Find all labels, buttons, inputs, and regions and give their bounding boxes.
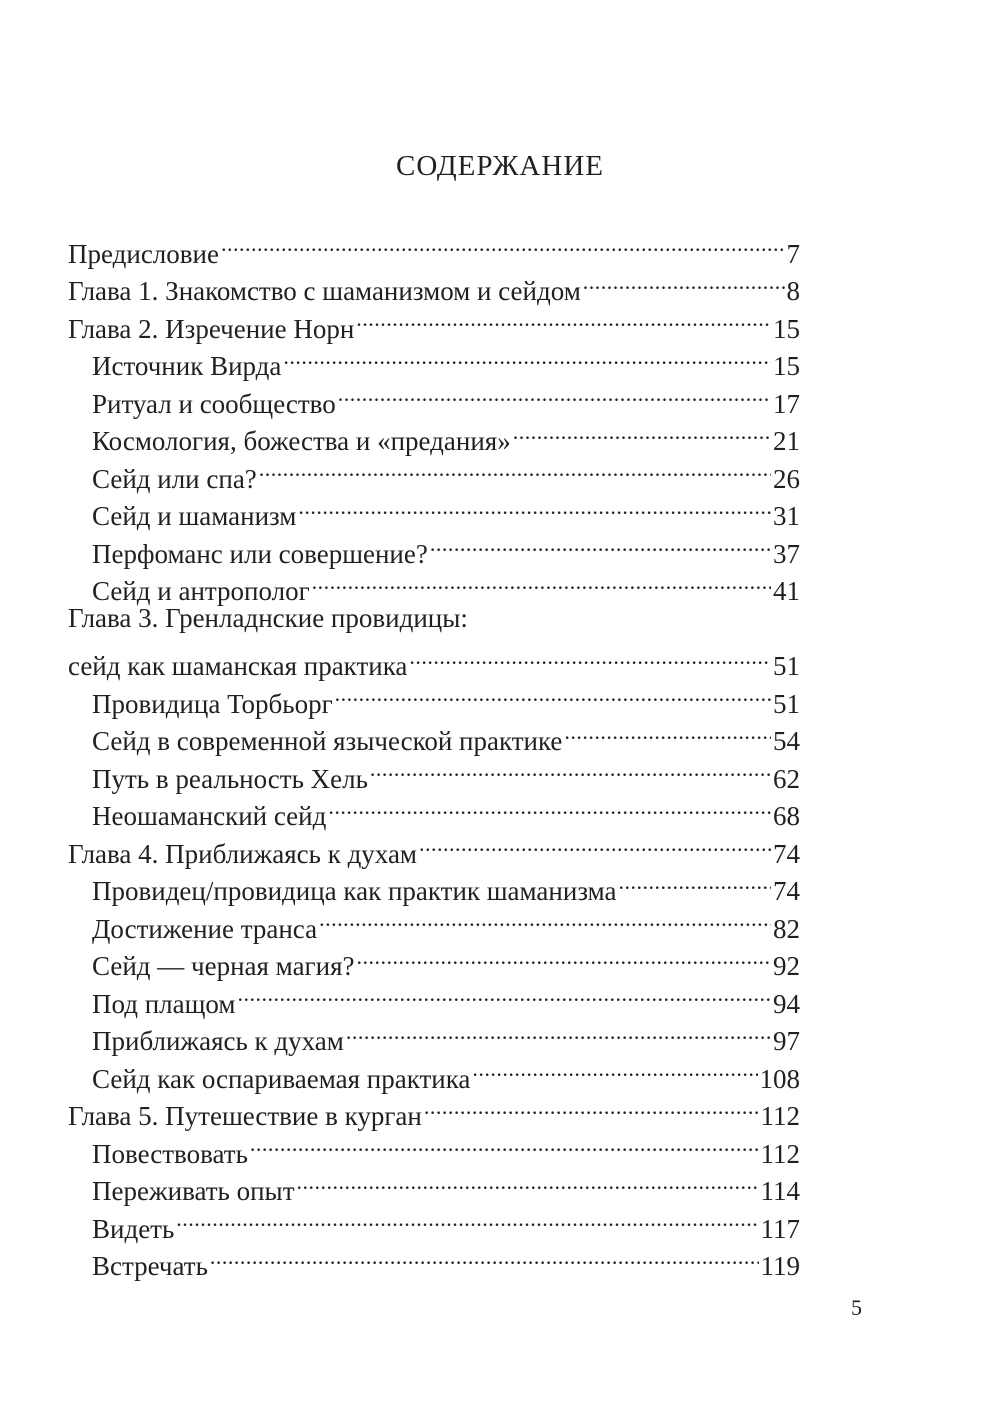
toc-entry-page: 74 — [773, 876, 800, 906]
toc-entry-title: Глава 5. Путешествие в курган — [68, 1101, 422, 1131]
toc-entry-title: Ритуал и сообщество — [92, 388, 336, 419]
page-title: СОДЕРЖАНИЕ — [396, 150, 604, 182]
toc-entry-page: 97 — [773, 1026, 800, 1056]
toc-entry-title: Провидица Торбьорг — [92, 688, 333, 719]
toc-entry-page: 74 — [773, 838, 800, 869]
toc-entry-page: 17 — [773, 388, 800, 419]
table-of-contents — [68, 225, 800, 1281]
toc-entry-title: сейд как шаманская практика — [68, 651, 408, 681]
toc-dot-leader — [259, 450, 771, 488]
toc-dot-leader — [176, 1200, 758, 1238]
toc-dot-leader — [297, 1163, 759, 1201]
toc-entry-page: 112 — [760, 1101, 800, 1131]
toc-entry-page: 31 — [773, 501, 800, 531]
toc-entry-title: Сейд или спа? — [92, 463, 257, 494]
toc-entry-title: Повествовать — [92, 1138, 248, 1169]
toc-entry-title: Космология, божества и «предания» — [92, 426, 511, 456]
toc-entry-page: 112 — [760, 1138, 800, 1169]
toc-entry-title: Достижение транса — [92, 913, 318, 944]
toc-dot-leader — [472, 1050, 757, 1088]
toc-entry-title: Встречать — [92, 1251, 208, 1281]
toc-entry-page: 51 — [773, 688, 800, 719]
toc-entry-title: Приближаясь к духам — [92, 1026, 344, 1056]
toc-dot-leader — [409, 638, 771, 676]
toc-chapter-entry — [68, 225, 800, 269]
toc-entry-page: 92 — [773, 951, 800, 981]
toc-entry-page: 21 — [773, 426, 800, 456]
toc-dot-leader — [237, 975, 771, 1013]
toc-entry-title: Провидец/провидица как практик шаманизма — [92, 876, 617, 906]
toc-entry-title: Путь в реальность Хель — [92, 763, 368, 794]
toc-dot-leader — [298, 488, 771, 526]
toc-dot-leader — [564, 713, 771, 751]
toc-entry-title: Перфоманс или совершение? — [92, 538, 428, 569]
toc-entry-title: Переживать опыт — [92, 1176, 295, 1206]
toc-dot-leader — [419, 825, 771, 863]
toc-dot-leader — [346, 1013, 771, 1051]
toc-entry-page: 94 — [773, 988, 800, 1019]
toc-entry-title: Глава 3. Гренладнские провидицы: — [68, 603, 468, 633]
toc-entry-title: Сейд в современной языческой практике — [92, 726, 563, 756]
toc-entry-page: 41 — [773, 576, 800, 606]
toc-entry-title: Неошаманский сейд — [92, 801, 327, 831]
toc-entry-page: 68 — [773, 801, 800, 831]
toc-dot-leader — [357, 938, 772, 976]
toc-entry-page: 51 — [773, 651, 800, 681]
toc-entry-page: 108 — [759, 1063, 800, 1094]
toc-dot-leader — [312, 563, 771, 601]
toc-entry-page: 15 — [773, 351, 800, 381]
toc-entry-page: 54 — [773, 726, 800, 756]
toc-dot-leader — [283, 338, 771, 376]
toc-entry-page: 114 — [760, 1176, 800, 1206]
toc-dot-leader — [221, 225, 785, 263]
toc-dot-leader — [319, 900, 771, 938]
toc-dot-leader — [356, 300, 771, 338]
toc-dot-leader — [250, 1125, 759, 1163]
toc-entry-title: Сейд и шаманизм — [92, 501, 297, 531]
toc-entry-page: 15 — [773, 313, 800, 344]
toc-entry-title: Глава 1. Знакомство с шаманизмом и сейдом — [68, 276, 581, 306]
toc-dot-leader — [335, 675, 771, 713]
toc-dot-leader — [338, 375, 771, 413]
toc-entry-title: Видеть — [92, 1213, 175, 1244]
toc-subsection-entry — [68, 1238, 800, 1281]
toc-entry-title: Сейд и антрополог — [92, 576, 310, 606]
toc-dot-leader — [583, 263, 785, 301]
page-number: 5 — [851, 1295, 862, 1320]
toc-entry-title: Источник Вирда — [92, 351, 282, 381]
toc-entry-page: 26 — [773, 463, 800, 494]
toc-entry-page: 37 — [773, 538, 800, 569]
toc-entry-page: 7 — [786, 238, 800, 269]
toc-subsection-entry — [68, 1200, 800, 1244]
toc-dot-leader — [618, 863, 771, 901]
toc-dot-leader — [210, 1238, 759, 1276]
toc-entry-title: Сейд — черная магия? — [92, 951, 355, 981]
toc-entry-title: Под плащом — [92, 988, 236, 1019]
toc-dot-leader — [424, 1088, 759, 1126]
toc-dot-leader — [370, 750, 771, 788]
toc-entry-page: 119 — [760, 1251, 800, 1281]
toc-entry-page: 82 — [773, 913, 800, 944]
toc-entry-title: Глава 2. Изречение Норн — [68, 313, 355, 344]
toc-entry-title: Сейд как оспариваемая практика — [92, 1063, 471, 1094]
toc-dot-leader — [328, 788, 771, 826]
toc-chapter-entry — [68, 600, 800, 638]
toc-entry-title: Глава 4. Приближаясь к духам — [68, 838, 418, 869]
toc-chapter-entry — [68, 638, 800, 681]
toc-dot-leader — [430, 525, 771, 563]
toc-entry-title: Предисловие — [68, 238, 219, 269]
toc-entry-page: 117 — [760, 1213, 800, 1244]
toc-dot-leader — [513, 413, 771, 451]
toc-entry-page: 8 — [786, 276, 800, 306]
toc-entry-page: 62 — [773, 763, 800, 794]
